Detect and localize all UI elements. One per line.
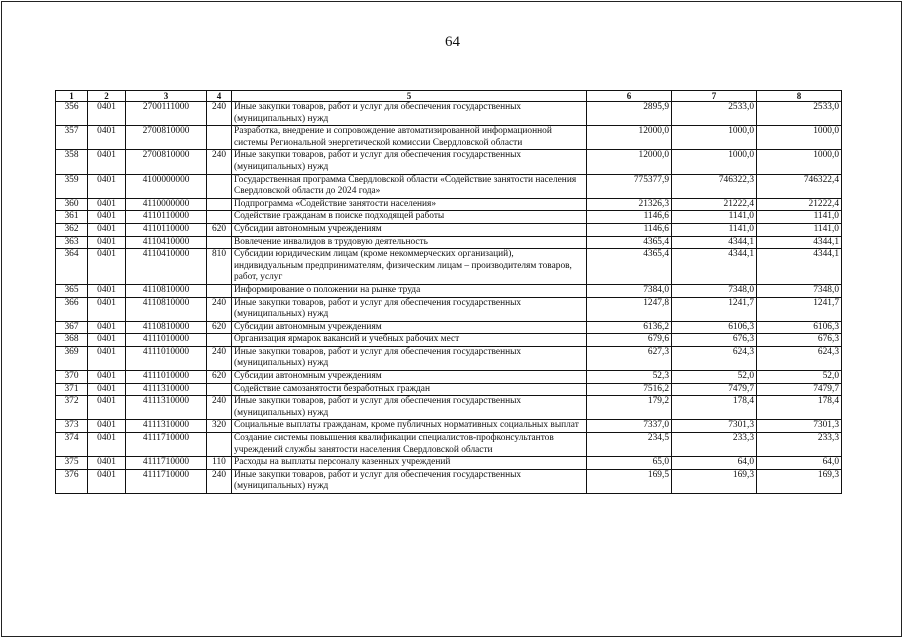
section-code-cell: 0401	[88, 150, 126, 174]
header-cell: 1	[56, 91, 88, 102]
row-number-cell: 358	[56, 150, 88, 174]
table-row	[56, 198, 842, 211]
header-cell: 7	[672, 91, 757, 102]
amount-year1-cell: 1247,8	[587, 297, 672, 321]
amount-year2-cell: 7301,3	[672, 420, 757, 433]
amount-year3-cell: 4344,1	[757, 236, 842, 249]
section-code-cell: 0401	[88, 420, 126, 433]
target-article-cell: 4110410000	[126, 236, 207, 249]
amount-year3-cell: 1000,0	[757, 126, 842, 150]
amount-year2-cell: 7479,7	[672, 383, 757, 396]
amount-year1-cell: 12000,0	[587, 150, 672, 174]
amount-year1-cell: 1146,6	[587, 211, 672, 224]
row-number-cell: 361	[56, 211, 88, 224]
amount-year3-cell: 1241,7	[757, 297, 842, 321]
item-name-cell: Содействие самозанятости безработных граждан	[232, 383, 587, 396]
expense-type-cell: 240	[207, 346, 232, 370]
target-article-cell: 4110410000	[126, 249, 207, 285]
expense-type-cell: 240	[207, 297, 232, 321]
section-code-cell: 0401	[88, 297, 126, 321]
amount-year1-cell: 775377,9	[587, 174, 672, 198]
expense-type-cell: 240	[207, 469, 232, 493]
section-code-cell: 0401	[88, 371, 126, 384]
amount-year1-cell: 2895,9	[587, 102, 672, 126]
section-code-cell: 0401	[88, 284, 126, 297]
target-article-cell: 4110810000	[126, 297, 207, 321]
section-code-cell: 0401	[88, 102, 126, 126]
table-row	[56, 150, 842, 174]
target-article-cell: 4111710000	[126, 469, 207, 493]
amount-year2-cell: 746322,3	[672, 174, 757, 198]
amount-year2-cell: 1141,0	[672, 211, 757, 224]
section-code-cell: 0401	[88, 223, 126, 236]
amount-year1-cell: 7337,0	[587, 420, 672, 433]
table-row	[56, 174, 842, 198]
target-article-cell: 4111010000	[126, 334, 207, 347]
amount-year2-cell: 4344,1	[672, 249, 757, 285]
row-number-cell: 370	[56, 371, 88, 384]
amount-year3-cell: 1141,0	[757, 211, 842, 224]
amount-year3-cell: 64,0	[757, 457, 842, 470]
row-number-cell: 375	[56, 457, 88, 470]
amount-year2-cell: 2533,0	[672, 102, 757, 126]
table-row	[56, 211, 842, 224]
expense-type-cell: 620	[207, 223, 232, 236]
table-row	[56, 334, 842, 347]
table-row	[56, 420, 842, 433]
expense-type-cell: 110	[207, 457, 232, 470]
table-row	[56, 371, 842, 384]
amount-year3-cell: 21222,4	[757, 198, 842, 211]
amount-year3-cell: 52,0	[757, 371, 842, 384]
item-name-cell: Разработка, внедрение и сопровождение автоматизированной информационной системы Региональной энергетической комиссии Свердловской области	[232, 126, 587, 150]
amount-year1-cell: 627,3	[587, 346, 672, 370]
row-number-cell: 365	[56, 284, 88, 297]
amount-year2-cell: 178,4	[672, 396, 757, 420]
target-article-cell: 4111310000	[126, 396, 207, 420]
section-code-cell: 0401	[88, 126, 126, 150]
item-name-cell: Иные закупки товаров, работ и услуг для обеспечения государственных (муниципальных) нужд	[232, 297, 587, 321]
amount-year2-cell: 4344,1	[672, 236, 757, 249]
section-code-cell: 0401	[88, 249, 126, 285]
row-number-cell: 364	[56, 249, 88, 285]
section-code-cell: 0401	[88, 469, 126, 493]
row-number-cell: 374	[56, 433, 88, 457]
amount-year2-cell: 1000,0	[672, 126, 757, 150]
item-name-cell: Социальные выплаты гражданам, кроме публичных нормативных социальных выплат	[232, 420, 587, 433]
amount-year3-cell: 1000,0	[757, 150, 842, 174]
header-cell: 3	[126, 91, 207, 102]
amount-year3-cell: 7348,0	[757, 284, 842, 297]
row-number-cell: 359	[56, 174, 88, 198]
row-number-cell: 372	[56, 396, 88, 420]
amount-year2-cell: 624,3	[672, 346, 757, 370]
row-number-cell: 367	[56, 321, 88, 334]
expense-type-cell	[207, 211, 232, 224]
item-name-cell: Субсидии автономным учреждениям	[232, 371, 587, 384]
item-name-cell: Иные закупки товаров, работ и услуг для обеспечения государственных (муниципальных) нужд	[232, 469, 587, 493]
amount-year1-cell: 4365,4	[587, 249, 672, 285]
expense-type-cell	[207, 383, 232, 396]
section-code-cell: 0401	[88, 174, 126, 198]
header-row	[56, 91, 842, 102]
table-row	[56, 297, 842, 321]
expense-type-cell	[207, 334, 232, 347]
amount-year3-cell: 7479,7	[757, 383, 842, 396]
amount-year3-cell: 2533,0	[757, 102, 842, 126]
section-code-cell: 0401	[88, 236, 126, 249]
expense-type-cell: 240	[207, 150, 232, 174]
header-cell: 8	[757, 91, 842, 102]
amount-year1-cell: 679,6	[587, 334, 672, 347]
table-row	[56, 433, 842, 457]
item-name-cell: Субсидии юридическим лицам (кроме некоммерческих организаций), индивидуальным предпринимателям, физическим лицам – производителям товаров, работ, услуг	[232, 249, 587, 285]
table-row	[56, 396, 842, 420]
table-row	[56, 457, 842, 470]
item-name-cell: Содействие гражданам в поиске подходящей работы	[232, 211, 587, 224]
target-article-cell: 4110810000	[126, 321, 207, 334]
section-code-cell: 0401	[88, 321, 126, 334]
amount-year3-cell: 1141,0	[757, 223, 842, 236]
section-code-cell: 0401	[88, 198, 126, 211]
amount-year1-cell: 6136,2	[587, 321, 672, 334]
table-row	[56, 383, 842, 396]
amount-year1-cell: 52,3	[587, 371, 672, 384]
expense-type-cell	[207, 284, 232, 297]
target-article-cell: 4110110000	[126, 223, 207, 236]
section-code-cell: 0401	[88, 396, 126, 420]
amount-year1-cell: 65,0	[587, 457, 672, 470]
row-number-cell: 369	[56, 346, 88, 370]
expense-type-cell: 810	[207, 249, 232, 285]
target-article-cell: 4110110000	[126, 211, 207, 224]
item-name-cell: Подпрограмма «Содействие занятости населения»	[232, 198, 587, 211]
table-row	[56, 236, 842, 249]
target-article-cell: 4111710000	[126, 433, 207, 457]
expense-type-cell: 620	[207, 321, 232, 334]
row-number-cell: 363	[56, 236, 88, 249]
header-cell: 4	[207, 91, 232, 102]
amount-year3-cell: 233,3	[757, 433, 842, 457]
amount-year3-cell: 676,3	[757, 334, 842, 347]
target-article-cell: 4110810000	[126, 284, 207, 297]
item-name-cell: Вовлечение инвалидов в трудовую деятельность	[232, 236, 587, 249]
row-number-cell: 371	[56, 383, 88, 396]
amount-year2-cell: 6106,3	[672, 321, 757, 334]
amount-year1-cell: 7384,0	[587, 284, 672, 297]
section-code-cell: 0401	[88, 457, 126, 470]
section-code-cell: 0401	[88, 433, 126, 457]
target-article-cell: 4111710000	[126, 457, 207, 470]
amount-year2-cell: 1000,0	[672, 150, 757, 174]
amount-year1-cell: 1146,6	[587, 223, 672, 236]
table-row	[56, 346, 842, 370]
amount-year2-cell: 233,3	[672, 433, 757, 457]
amount-year3-cell: 746322,4	[757, 174, 842, 198]
amount-year2-cell: 52,0	[672, 371, 757, 384]
item-name-cell: Организация ярмарок вакансий и учебных рабочих мест	[232, 334, 587, 347]
target-article-cell: 2700111000	[126, 102, 207, 126]
table-row	[56, 223, 842, 236]
amount-year2-cell: 676,3	[672, 334, 757, 347]
amount-year3-cell: 7301,3	[757, 420, 842, 433]
row-number-cell: 368	[56, 334, 88, 347]
expense-type-cell: 240	[207, 396, 232, 420]
amount-year1-cell: 179,2	[587, 396, 672, 420]
table-row	[56, 126, 842, 150]
table-row	[56, 469, 842, 493]
amount-year1-cell: 4365,4	[587, 236, 672, 249]
amount-year3-cell: 624,3	[757, 346, 842, 370]
expense-type-cell: 240	[207, 102, 232, 126]
amount-year2-cell: 1141,0	[672, 223, 757, 236]
row-number-cell: 362	[56, 223, 88, 236]
amount-year2-cell: 169,3	[672, 469, 757, 493]
table-row	[56, 249, 842, 285]
expense-type-cell	[207, 198, 232, 211]
item-name-cell: Иные закупки товаров, работ и услуг для обеспечения государственных (муниципальных) нужд	[232, 102, 587, 126]
item-name-cell: Расходы на выплаты персоналу казенных учреждений	[232, 457, 587, 470]
row-number-cell: 357	[56, 126, 88, 150]
header-cell: 6	[587, 91, 672, 102]
item-name-cell: Иные закупки товаров, работ и услуг для обеспечения государственных (муниципальных) нужд	[232, 346, 587, 370]
target-article-cell: 4110000000	[126, 198, 207, 211]
header-cell: 5	[232, 91, 587, 102]
target-article-cell: 4111310000	[126, 420, 207, 433]
amount-year3-cell: 169,3	[757, 469, 842, 493]
expense-type-cell: 620	[207, 371, 232, 384]
row-number-cell: 376	[56, 469, 88, 493]
amount-year3-cell: 178,4	[757, 396, 842, 420]
target-article-cell: 4111010000	[126, 371, 207, 384]
item-name-cell: Иные закупки товаров, работ и услуг для обеспечения государственных (муниципальных) нужд	[232, 396, 587, 420]
amount-year2-cell: 7348,0	[672, 284, 757, 297]
expense-type-cell	[207, 433, 232, 457]
section-code-cell: 0401	[88, 211, 126, 224]
table-row	[56, 102, 842, 126]
section-code-cell: 0401	[88, 346, 126, 370]
section-code-cell: 0401	[88, 383, 126, 396]
target-article-cell: 2700810000	[126, 150, 207, 174]
amount-year2-cell: 1241,7	[672, 297, 757, 321]
item-name-cell: Иные закупки товаров, работ и услуг для обеспечения государственных (муниципальных) нужд	[232, 150, 587, 174]
budget-table	[55, 90, 842, 494]
table-row	[56, 284, 842, 297]
section-code-cell: 0401	[88, 334, 126, 347]
header-cell: 2	[88, 91, 126, 102]
amount-year3-cell: 6106,3	[757, 321, 842, 334]
target-article-cell: 4111310000	[126, 383, 207, 396]
page-number: 64	[445, 34, 460, 50]
amount-year1-cell: 234,5	[587, 433, 672, 457]
amount-year3-cell: 4344,1	[757, 249, 842, 285]
row-number-cell: 366	[56, 297, 88, 321]
expense-type-cell	[207, 126, 232, 150]
amount-year2-cell: 21222,4	[672, 198, 757, 211]
expense-type-cell	[207, 236, 232, 249]
table-row	[56, 321, 842, 334]
item-name-cell: Субсидии автономным учреждениям	[232, 223, 587, 236]
amount-year2-cell: 64,0	[672, 457, 757, 470]
amount-year1-cell: 12000,0	[587, 126, 672, 150]
item-name-cell: Создание системы повышения квалификации специалистов-профконсультантов учреждений службы занятости населения Свердловской области	[232, 433, 587, 457]
expense-type-cell: 320	[207, 420, 232, 433]
row-number-cell: 356	[56, 102, 88, 126]
expense-type-cell	[207, 174, 232, 198]
amount-year1-cell: 21326,3	[587, 198, 672, 211]
target-article-cell: 4100000000	[126, 174, 207, 198]
target-article-cell: 2700810000	[126, 126, 207, 150]
item-name-cell: Информирование о положении на рынке труда	[232, 284, 587, 297]
target-article-cell: 4111010000	[126, 346, 207, 370]
row-number-cell: 360	[56, 198, 88, 211]
amount-year1-cell: 7516,2	[587, 383, 672, 396]
item-name-cell: Субсидии автономным учреждениям	[232, 321, 587, 334]
item-name-cell: Государственная программа Свердловской области «Содействие занятости населения Свердловской области до 2024 года»	[232, 174, 587, 198]
amount-year1-cell: 169,5	[587, 469, 672, 493]
row-number-cell: 373	[56, 420, 88, 433]
